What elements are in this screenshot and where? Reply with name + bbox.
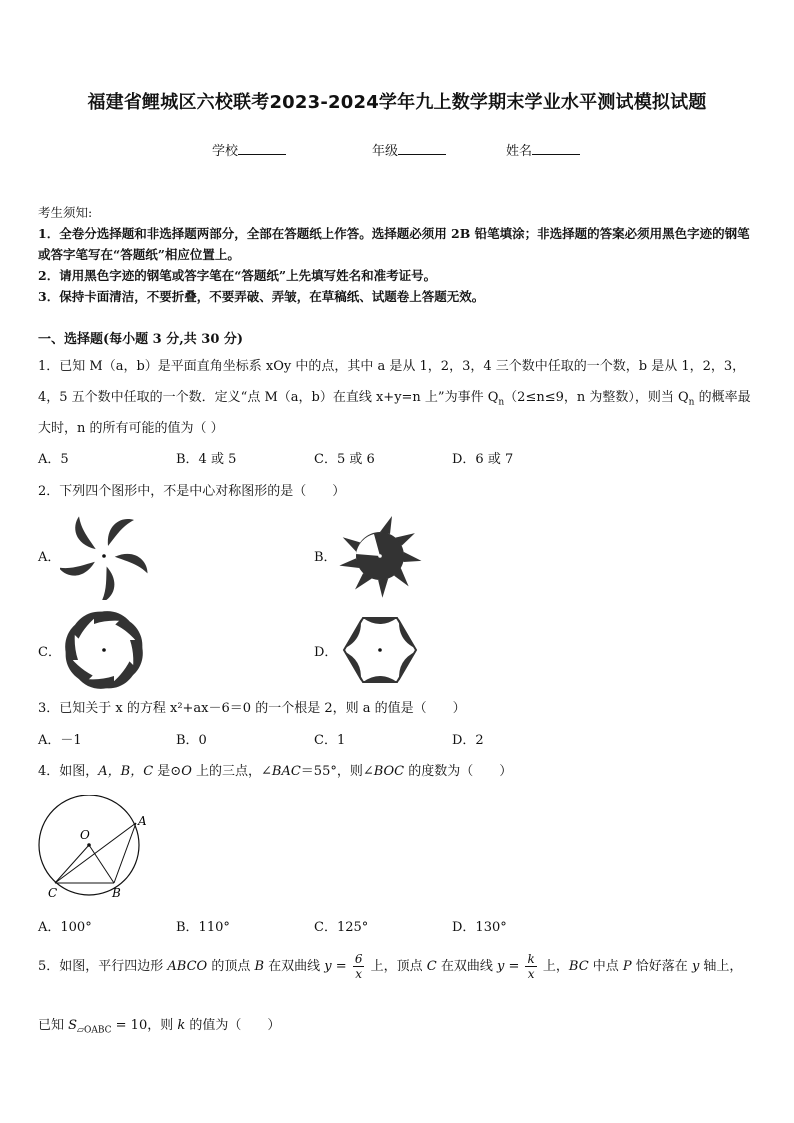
notice-item-2: 2．请用黑色字迹的钢笔或答字笔在“答题纸”上先填写姓名和准考证号。: [38, 268, 437, 283]
point-a-label: A: [138, 814, 147, 828]
q3-option-c[interactable]: C．1: [314, 733, 346, 748]
q4-stem: 4．如图，A，B，C 是⊙O 上的三点，∠BAC＝55°，则∠BOC 的度数为（ ）: [38, 764, 513, 779]
q2-label-c[interactable]: C．: [38, 645, 61, 660]
grade-field[interactable]: 年级: [372, 140, 446, 159]
q3-stem: 3．已知关于 x 的方程 x²+ax－6＝0 的一个根是 2，则 a 的值是（ ）: [38, 701, 466, 716]
school-field[interactable]: 学校: [212, 140, 286, 159]
fraction-k-over-x: $\frac{k}{x}$: [527, 952, 535, 981]
name-field[interactable]: 姓名: [506, 140, 580, 159]
fraction-6-over-x: $\frac{6}{x}$: [354, 952, 363, 981]
notice-item-3: 3．保持卡面清洁，不要折叠，不要弄破、弄皱，在草稿纸、试题卷上答题无效。: [38, 289, 485, 304]
q1-option-a[interactable]: A．5: [38, 452, 69, 467]
q4-option-d[interactable]: D．130°: [452, 920, 507, 935]
q2-label-d[interactable]: D．: [314, 645, 338, 660]
q4-option-a[interactable]: A．100°: [38, 920, 92, 935]
q4-circle-diagram: [30, 795, 160, 905]
q1-line2: 4，5 五个数中任取的一个数．定义“点 M（a，b）在直线 x+y=n 上”为事件 $Q_n(2\le n\le 9$，n 为整数），则当 $Q_n$ 的概率最: [38, 390, 751, 408]
q2-figure-b-sawblade: [336, 512, 424, 600]
q2-stem: 2．下列四个图形中，不是中心对称图形的是（ ）: [38, 484, 346, 499]
section-heading: 一、选择题(每小题 3 分,共 30 分): [38, 332, 244, 347]
q1-line1: 1．已知 M（a，b）是平面直角坐标系 xOy 中的点，其中 a 是从 1，2，3，4 三个数中任取的一个数，b 是从 1，2，3，: [38, 359, 746, 374]
q2-figure-d-hexagon: [336, 606, 424, 694]
q5-line1: 5．如图，平行四边形 ABCO 的顶点 B 在双曲线 y = $\frac{6}{x}$ 上，顶点 C 在双曲线 y = $\frac{k}{x}$ 上，BC 中点 P 恰好落在 y 轴上，: [38, 952, 743, 981]
q3-option-a[interactable]: A．－1: [38, 733, 82, 748]
q5-line2: 已知 $S_{▱OABC} = 10$，则 k 的值为（ ）: [38, 1018, 281, 1036]
q2-figure-a-pinwheel: [60, 512, 148, 600]
q2-figure-c-ring: [60, 606, 148, 694]
point-o-label: O: [80, 828, 90, 842]
q2-label-a[interactable]: A．: [38, 550, 61, 565]
page-title: 福建省鲤城区六校联考2023-2024学年九上数学期末学业水平测试模拟试题: [87, 92, 707, 113]
point-c-label: C: [48, 886, 58, 900]
notice-item-1: 1．全卷分选择题和非选择题两部分，全部在答题纸上作答。选择题必须用 2B 铅笔填涂；非选择题的答案必须用黑色字迹的钢笔或答字笔写在“答题纸”相应位置上。: [38, 226, 750, 262]
q2-label-b[interactable]: B．: [314, 550, 337, 565]
q3-option-d[interactable]: D．2: [452, 733, 484, 748]
q4-option-b[interactable]: B．110°: [176, 920, 230, 935]
q1-option-b[interactable]: B．4 或 5: [176, 452, 237, 467]
q1-line3: 大时，n 的所有可能的值为（ ）: [38, 421, 224, 436]
point-b-label: B: [112, 886, 121, 900]
q4-option-c[interactable]: C．125°: [314, 920, 369, 935]
notice-heading: 考生须知:: [38, 205, 93, 220]
q1-option-d[interactable]: D．6 或 7: [452, 452, 514, 467]
q1-option-c[interactable]: C．5 或 6: [314, 452, 375, 467]
q3-option-b[interactable]: B．0: [176, 733, 207, 748]
